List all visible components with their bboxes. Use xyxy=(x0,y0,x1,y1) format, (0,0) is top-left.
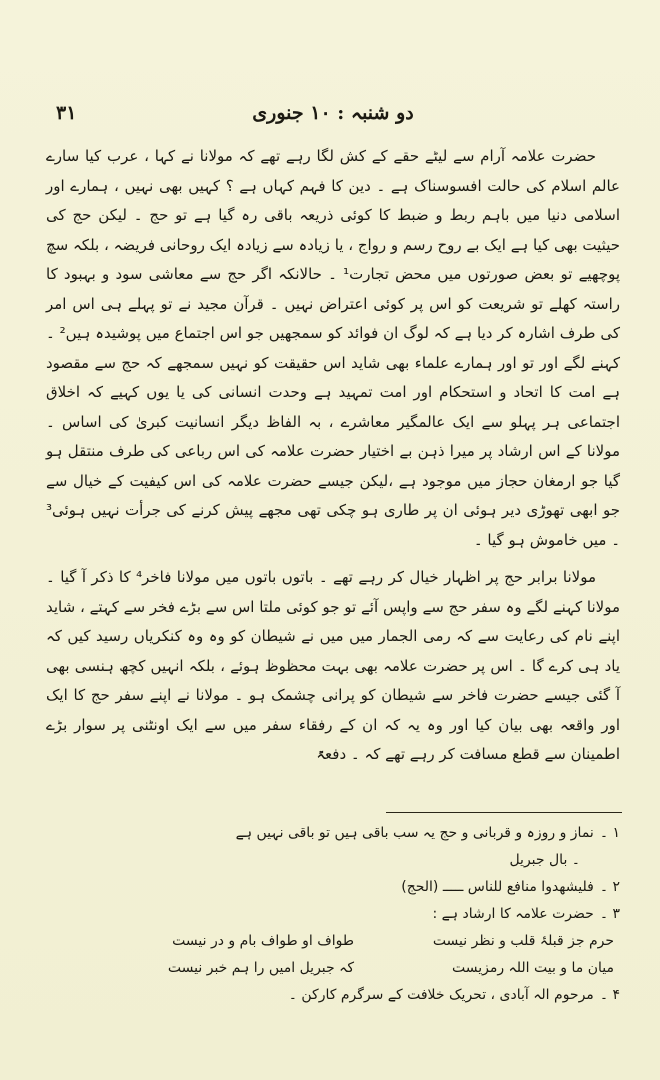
footnote-2 xyxy=(46,874,620,901)
verse-half: حرم جز قبلۂ قلب و نظر نیست xyxy=(432,933,614,949)
verse-half: میان ما و بیت اللہ رمزیست xyxy=(451,960,614,976)
footnotes xyxy=(46,820,620,1009)
paragraph: مولانا برابر حج پر اظہار خیال کر رہے تھے ۔ باتوں باتوں میں مولانا فاخر⁴ کا ذکر آ گیا ۔ مولانا کہنے لگے وہ سفر حج سے واپس آئے تو جو کوئی ملتا اس سے بڑے فخر سے کہتے ، شاید اپنے نام کی رعایت سے کہ رمی الجمار میں میں نے شیطان کو وہ وہ کنکریاں رسید کیں کہ یاد ہی کرے گا ۔ اس پر حضرت علامہ بھی بہت محظوظ ہوئے ، بلکہ انہیں کچھ ہنسی بھی آ گئی جیسے حضرت فاخر سے شیطان کو پرانی چشمک ہو ۔ مولانا نے اپنے سفر حج کا ایک اور واقعہ بھی بیان کیا اور وہ یہ کہ ان کے رفقاء سفر میں سے ایک اونٹنی پر سوار بڑے اطمینان سے قطع مسافت کر رہے تھے کہ ۔ دفعۃً xyxy=(46,568,620,763)
verse-line xyxy=(46,928,620,955)
page-number: ۳۱ xyxy=(56,102,77,124)
footnote-1 xyxy=(46,820,620,847)
body-text xyxy=(46,142,620,770)
verse-half: طواف او طواف بام و در نیست xyxy=(172,933,354,949)
footnote-text: فليشهدوا منافع للناس ـــــ (الحج) xyxy=(401,879,594,895)
footnote-divider xyxy=(386,812,622,813)
footnote-number: ۳ ۔ xyxy=(599,906,620,922)
footnote-number: ۴ ۔ xyxy=(599,987,620,1003)
page-header xyxy=(46,102,620,132)
footnote-number: ۲ ۔ xyxy=(599,879,620,895)
footnote-3 xyxy=(46,901,620,928)
footnote-number: ۱ ۔ xyxy=(599,825,620,841)
verse-line xyxy=(46,955,620,982)
footnote-text: مرحوم الہ آبادی ، تحریک خلافت کے سرگرم کارکن ۔ xyxy=(288,987,594,1003)
verse-half: کہ جبریل امیں را ہم خبر نیست xyxy=(167,960,354,976)
running-title: دو شنبہ : ۱۰ جنوری xyxy=(252,102,414,124)
footnote-1-source: ۔ بال جبریل xyxy=(509,852,580,868)
footnote-4 xyxy=(46,982,620,1009)
paragraph: حضرت علامہ آرام سے لیٹے حقے کے کش لگا رہے تھے کہ مولانا نے کہا ، عرب کیا سارے عالم اسلام کی حالت افسوسناک ہے ۔ دین کا فہم کہاں ہے ؟ کہیں بھی نہیں ، ہمارے اور اسلامی دنیا میں باہم ربط و ضبط کا کوئی ذریعہ باقی رہ گیا ہے تو حج ۔ لیکن حج کی حیثیت بھی کیا ہے ایک بے روح رسم و رواج ، یا زیادہ سے زیادہ ایک روحانی فریضہ ، بلکہ سچ پوچھیے تو بعض صورتوں میں محض تجارت¹ ۔ حالانکہ اگر حج سے معاشی سود و بہبود کا راستہ کھلے تو شریعت کو اس پر کوئی اعتراض نہیں ۔ قرآن مجید نے تو پہلے ہی اس امر کی طرف اشارہ کر دیا ہے کہ لوگ ان فوائد کو سمجھیں جو اس اجتماع میں پوشیدہ ہیں² ۔ کہنے لگے اور تو اور ہمارے علماء بھی شاید اس حقیقت کو نہیں سمجھے کہ حج سے مقصود ہے امت کا اتحاد و استحکام اور امت تمہید ہے وحدت انسانی کی یا یوں کہیے کہ اخلاق اجتماعی ہر پہلو سے ایک عالمگیر معاشرے ، بہ الفاظ دیگر انسانیت کبریٰ کی اساس ۔ مولانا کے اس ارشاد پر میرا ذہن بے اختیار حضرت علامہ کی اس رباعی کی طرف منتقل ہو گیا جو ارمغان حجاز میں موجود ہے ،لیکن جیسے حضرت علامہ کی اس کیفیت کے خیال سے جو ابھی تھوڑی دیر ہوئی ان پر طاری ہو چکی تھی مجھے پیش کرنے کی جرأت نہیں ہوئی³ ۔ میں خاموش ہو گیا ۔ xyxy=(46,147,621,549)
footnote-text: نماز و روزہ و قربانی و حج یہ سب باقی ہیں تو باقی نہیں ہے xyxy=(235,825,594,841)
footnote-text: حضرت علامہ کا ارشاد ہے : xyxy=(432,906,594,922)
